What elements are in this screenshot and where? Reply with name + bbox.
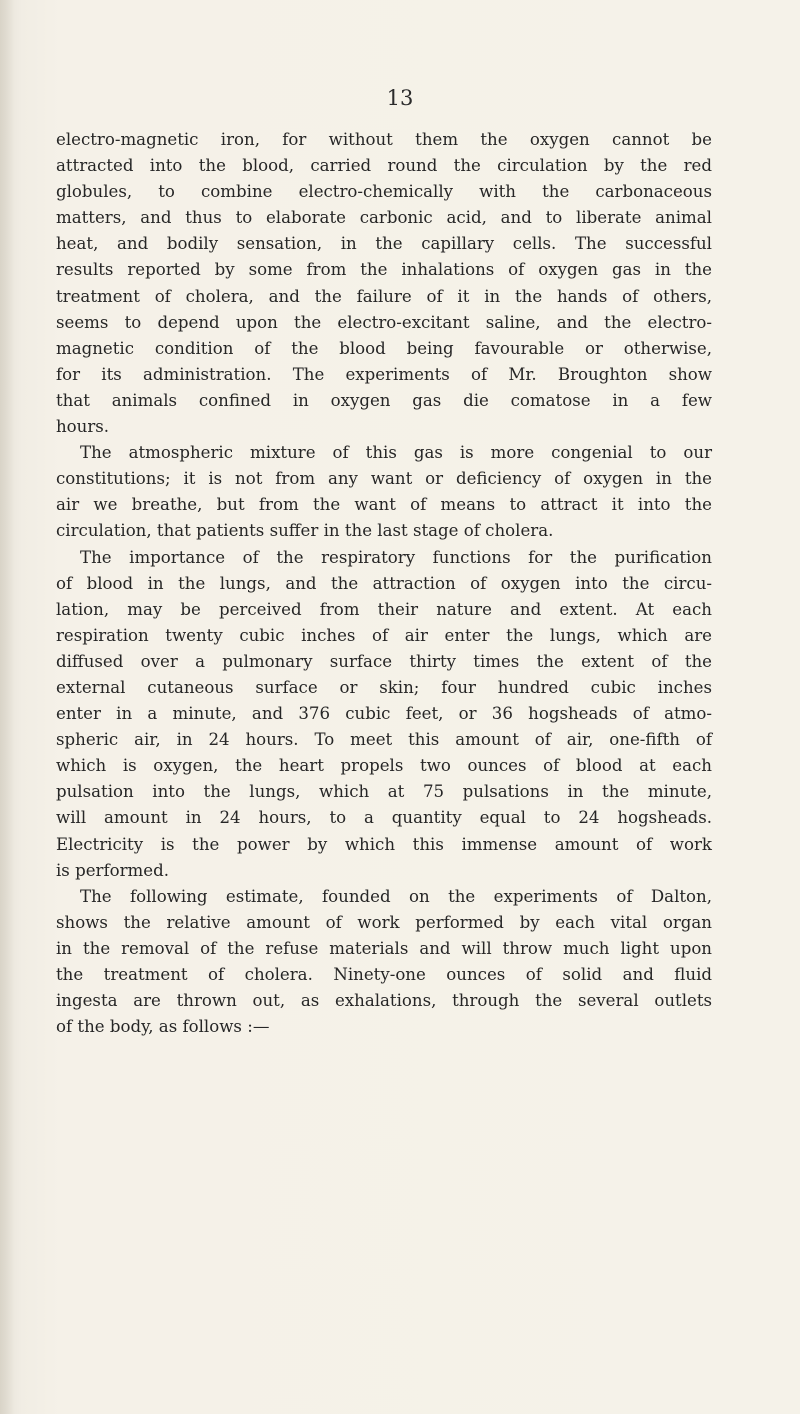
text-line: of blood in the lungs, and the attraction of oxygen into the circu- [56, 573, 712, 593]
text-line: the treatment of cholera. Ninety-one ounces of solid and fluid [56, 965, 712, 984]
text-line: ingesta are thrown out, as exhalations, through the several outlets [56, 991, 712, 1011]
text-line: will amount in 24 hours, to a quantity equal to 24 hogsheads. [56, 808, 712, 828]
text-line: The importance of the respiratory functions for the purification [80, 547, 712, 567]
text-line: external cutaneous surface or skin; four hundred cubic inches [56, 677, 712, 697]
text-line: pulsation into the lungs, which at 75 pulsations in the minute, [56, 782, 712, 802]
text-line: air we breathe, but from the want of means to attract it into the [56, 495, 712, 515]
text-line: for its administration. The experiments of Mr. Broughton show [56, 364, 712, 384]
text-line: magnetic condition of the blood being favourable or otherwise, [56, 338, 712, 358]
page-binding-shadow [0, 0, 14, 1414]
text-line: lation, may be perceived from their nature and extent. At each [56, 599, 712, 619]
paragraph-3 [56, 545, 712, 884]
text-line: treatment of cholera, and the failure of it in the hands of others, [56, 286, 712, 306]
text-line: attracted into the blood, carried round the circulation by the red [56, 156, 712, 176]
text-line: enter in a minute, and 376 cubic feet, or 36 hogsheads of atmo- [56, 704, 712, 724]
text-line: constitutions; it is not from any want or deficiency of oxygen in the [56, 469, 712, 489]
text-line: shows the relative amount of work performed by each vital organ [56, 912, 712, 932]
text-line: of the body, as follows :— [56, 1017, 270, 1037]
text-line: globules, to combine electro-chemically with the carbonaceous [56, 182, 712, 202]
text-line: circulation, that patients suffer in the last stage of cholera. [56, 521, 554, 541]
text-line: results reported by some from the inhalations of oxygen gas in the [56, 260, 712, 280]
body-text [56, 127, 712, 1040]
text-line: respiration twenty cubic inches of air enter the lungs, which are [56, 625, 712, 645]
text-line: The following estimate, founded on the experiments of Dalton, [80, 886, 712, 906]
text-line: that animals confined in oxygen gas die comatose in a few [56, 390, 712, 410]
paragraph-4 [56, 884, 712, 1041]
text-line: The atmospheric mixture of this gas is more congenial to our [80, 443, 712, 463]
text-line: electro-magnetic iron, for without them the oxygen cannot be [56, 130, 712, 149]
paragraph-2 [56, 440, 712, 544]
page-number: 13 [386, 86, 414, 110]
text-line: seems to depend upon the electro-excitant saline, and the electro- [56, 312, 712, 332]
text-line: is performed. [56, 860, 169, 880]
text-line: Electricity is the power by which this immense amount of work [56, 834, 712, 854]
paragraph-1 [56, 127, 712, 440]
text-line: spheric air, in 24 hours. To meet this amount of air, one-fifth of [56, 730, 712, 750]
text-line: matters, and thus to elaborate carbonic acid, and to liberate animal [56, 208, 712, 228]
text-line: diffused over a pulmonary surface thirty times the extent of the [56, 651, 712, 671]
text-line: which is oxygen, the heart propels two ounces of blood at each [56, 756, 712, 776]
text-line: heat, and bodily sensation, in the capillary cells. The successful [56, 234, 712, 254]
text-line: hours. [56, 417, 110, 437]
text-line: in the removal of the refuse materials and will throw much light upon [56, 938, 712, 958]
